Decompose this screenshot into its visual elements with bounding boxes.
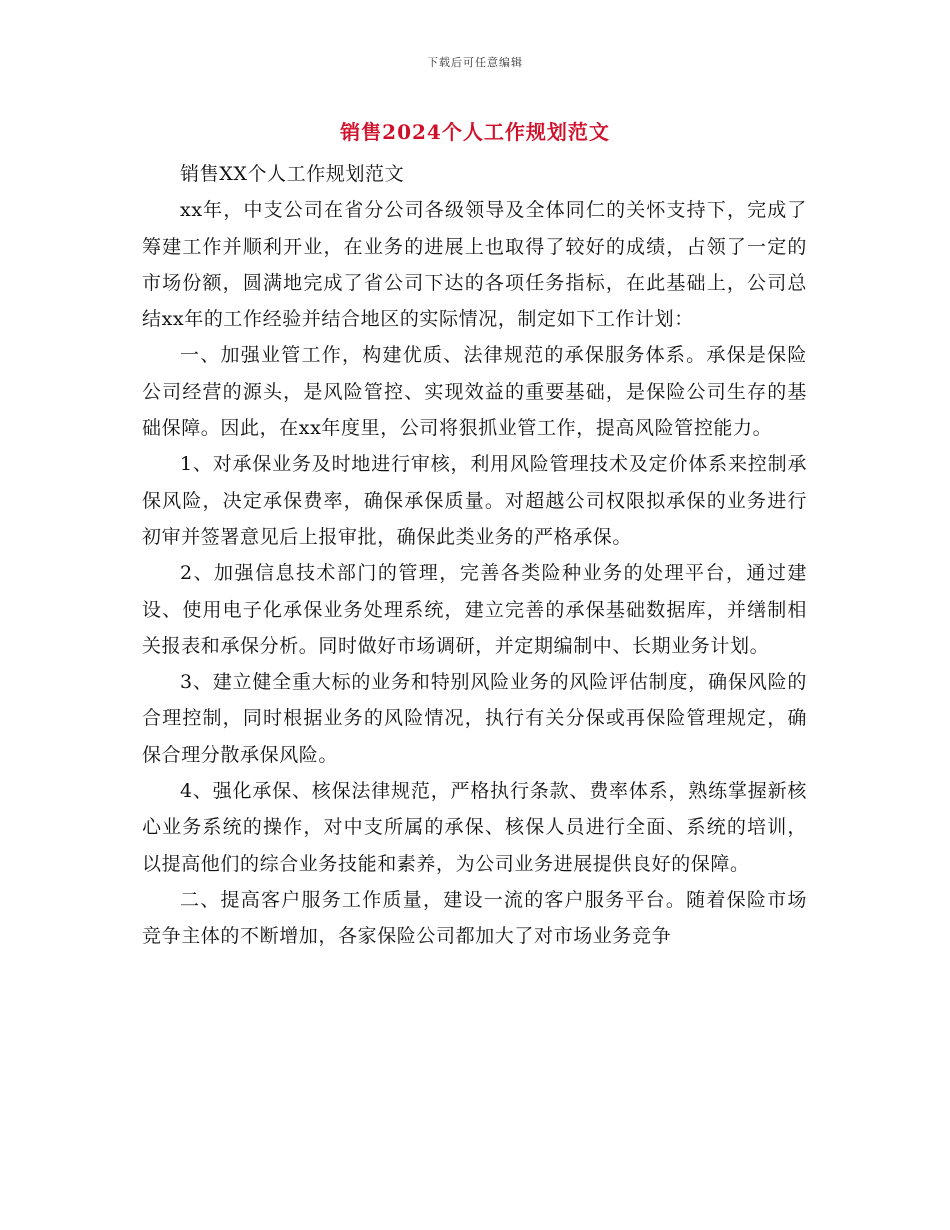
document-body: [142, 156, 807, 955]
paragraph-section-1: 一、加强业管工作，构建优质、法律规范的承保服务体系。承保是保险公司经营的源头，是风险管控、实现效益的重要基础，是保险公司生存的基础保障。因此，在xx年度里，公司将狠抓业管工作，提高风险管控能力。: [142, 344, 807, 440]
paragraph-item-3: 3、建立健全重大标的业务和特别风险业务的风险评估制度，确保风险的合理控制，同时根据业务的风险情况，执行有关分保或再保险管理规定，确保合理分散承保风险。: [142, 671, 807, 766]
paragraph-intro: xx年，中支公司在省分公司各级领导及全体同仁的关怀支持下，完成了筹建工作并顺利开业，在业务的进展上也取得了较好的成绩，占领了一定的市场份额，圆满地完成了省公司下达的各项任务指标，在此基础上，公司总结xx年的工作经验并结合地区的实际情况，制定如下工作计划：: [142, 199, 807, 331]
paragraph-item-4: 4、强化承保、核保法律规范，严格执行条款、费率体系，熟练掌握新核心业务系统的操作，对中支所属的承保、核保人员进行全面、系统的培训，以提高他们的综合业务技能和素养，为公司业务进展提供良好的保障。: [142, 780, 807, 875]
paragraph-item-1: 1、对承保业务及时地进行审核，利用风险管理技术及定价体系来控制承保风险，决定承保费率，确保承保质量。对超越公司权限拟承保的业务进行初审并签署意见后上报审批，确保此类业务的严格承保。: [142, 453, 807, 548]
document-title: 销售2024个人工作规划范文: [340, 120, 610, 144]
header-note: 下载后可任意编辑: [427, 56, 523, 69]
paragraph-section-2: 二、提高客户服务工作质量，建设一流的客户服务平台。随着保险市场竞争主体的不断增加，各家保险公司都加大了对市场业务竞争: [142, 888, 807, 948]
paragraph-item-2: 2、加强信息技术部门的管理，完善各类险种业务的处理平台，通过建设、使用电子化承保业务处理系统，建立完善的承保基础数据库，并缮制相关报表和承保分析。同时做好市场调研，并定期编制中、长期业务计划。: [142, 562, 807, 657]
paragraph-subtitle: 销售XX个人工作规划范文: [180, 163, 405, 185]
